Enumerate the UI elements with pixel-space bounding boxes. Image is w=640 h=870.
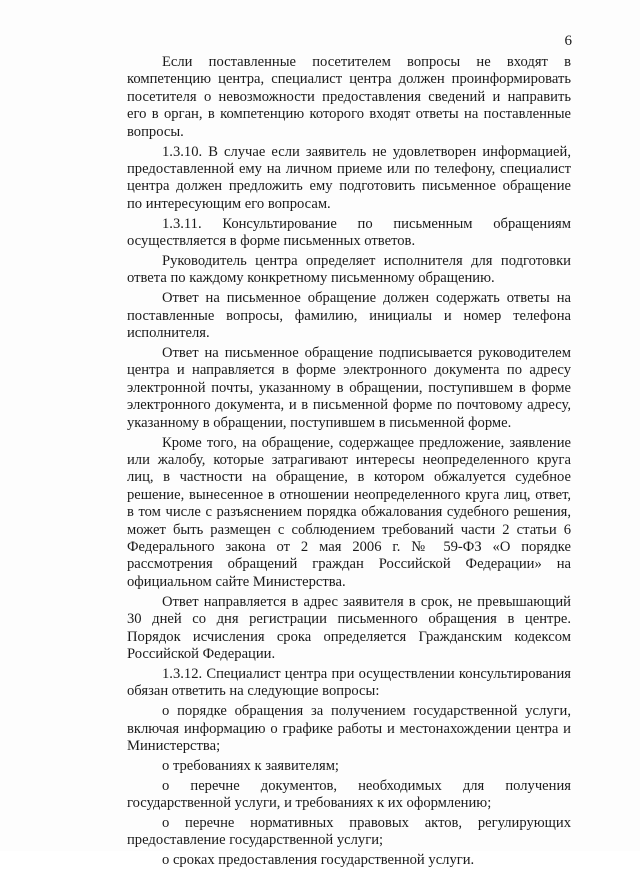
list-item: о сроках предоставления государственной услуги.	[162, 852, 475, 869]
list-item: о перечне нормативных правовых актов, регулирующих предоставление государственной услуги;	[127, 815, 571, 849]
paragraph: 1.3.11. Консультирование по письменным обращениям осуществляется в форме письменных ответов.	[127, 215, 571, 250]
paragraph: 1.3.12. Специалист центра при осуществлении консультирования обязан ответить на следующие вопросы:	[127, 665, 571, 700]
paragraph: Если поставленные посетителем вопросы не входят в компетенцию центра, специалист центра должен проинформировать посетителя о невозможности предоставления сведений и направить его в орган, в компетенцию которого входят ответы на поставленные вопросы.	[127, 54, 571, 140]
paragraph: Руководитель центра определяет исполнителя для подготовки ответа по каждому конкретному письменному обращению.	[127, 252, 571, 287]
list-item: о требованиях к заявителям;	[162, 757, 339, 774]
paragraph: Ответ на письменное обращение подписывается руководителем центра и направляется в форме электронного документа по адресу электронной почты, указанному в обращении, поступившем в форме электронного документа, и в письменной форме по почтовому адресу, указанному в обращении, поступившем в письменной форме.	[127, 345, 571, 431]
list-item: о порядке обращения за получением государственной услуги, включая информацию о графике работы и местонахождении центра и Министерства;	[127, 703, 571, 754]
list-item: о перечне документов, необходимых для получения государственной услуги, и требованиях к их оформлению;	[127, 777, 571, 812]
document-body	[127, 54, 571, 870]
paragraph: Кроме того, на обращение, содержащее предложение, заявление или жалобу, которые затрагивают интересы неопределенного круга лиц, в частности на обращение, в котором обжалуется судебное решение, вынесенное в отношении неопределенного круга лиц, ответ, в том числе с разъяснением порядка обжалования судебного решения, может быть размещен с соблюдением требований части 2 статьи 6 Федерального закона от 2 мая 2006 г. № 59-ФЗ «О порядке рассмотрения обращений граждан Российской Федерации» на официальном сайте Министерства.	[127, 434, 571, 590]
page-number: 6	[564, 33, 572, 49]
paragraph: 1.3.10. В случае если заявитель не удовлетворен информацией, предоставленной ему на личном приеме или по телефону, специалист центра должен предложить ему подготовить письменное обращение по интересующим его вопросам.	[127, 143, 571, 212]
paragraph: Ответ направляется в адрес заявителя в срок, не превышающий 30 дней со дня регистрации письменного обращения в центре. Порядок исчисления срока определяется Гражданским кодексом Российской Федерации.	[127, 593, 571, 662]
paragraph: Ответ на письменное обращение должен содержать ответы на поставленные вопросы, фамилию, инициалы и номер телефона исполнителя.	[127, 290, 571, 342]
